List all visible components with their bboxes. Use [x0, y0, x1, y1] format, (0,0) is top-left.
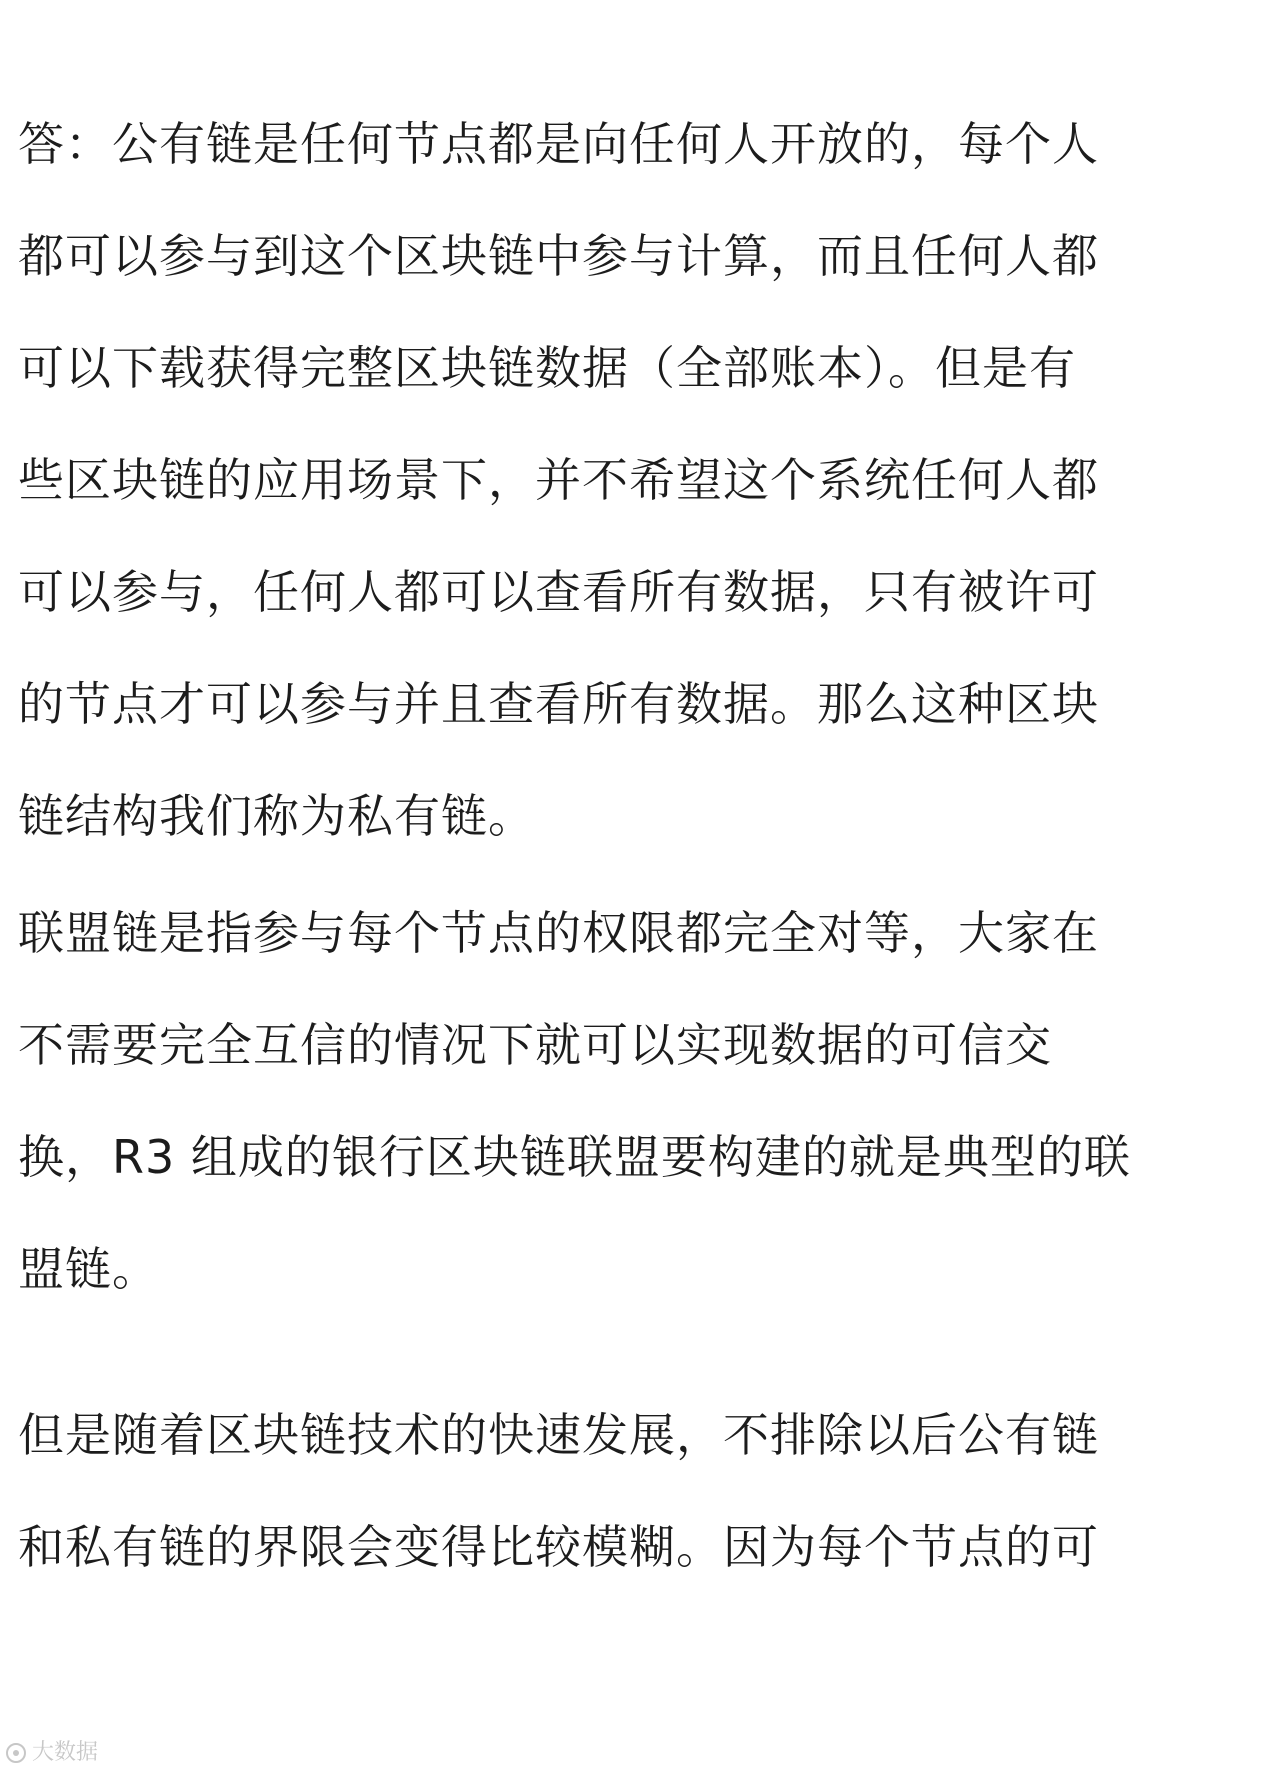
text-line: 些区块链的应用场景下，并不希望这个系统任何人都 — [18, 453, 1099, 507]
circle-logo-icon — [6, 1743, 26, 1763]
watermark-text: 大数据 — [32, 1740, 99, 1765]
paragraph-consortium-chain — [18, 877, 1268, 1325]
text-line: 联盟链是指参与每个节点的权限都完全对等，大家在 — [18, 906, 1099, 960]
text-line: 链结构我们称为私有链。 — [18, 789, 535, 843]
text-line: 但是随着区块链技术的快速发展，不排除以后公有链 — [18, 1408, 1099, 1462]
text-line: 和私有链的界限会变得比较模糊。因为每个节点的可 — [18, 1520, 1099, 1574]
text-line: 答：公有链是任何节点都是向任何人开放的，每个人 — [18, 117, 1099, 171]
text-line: 的节点才可以参与并且查看所有数据。那么这种区块 — [18, 677, 1099, 731]
paragraph-private-chain — [18, 88, 1268, 872]
text-line: 都可以参与到这个区块链中参与计算，而且任何人都 — [18, 229, 1099, 283]
text-line: 可以下载获得完整区块链数据（全部账本）。但是有 — [18, 341, 1076, 395]
text-line: 盟链。 — [18, 1242, 159, 1296]
watermark — [6, 1740, 98, 1766]
text-line: 不需要完全互信的情况下就可以实现数据的可信交 — [18, 1018, 1052, 1072]
text-line: 换，R3 组成的银行区块链联盟要构建的就是典型的联 — [18, 1130, 1131, 1184]
text-line: 可以参与，任何人都可以查看所有数据，只有被许可 — [18, 565, 1099, 619]
paragraph-future-trend — [18, 1379, 1268, 1603]
